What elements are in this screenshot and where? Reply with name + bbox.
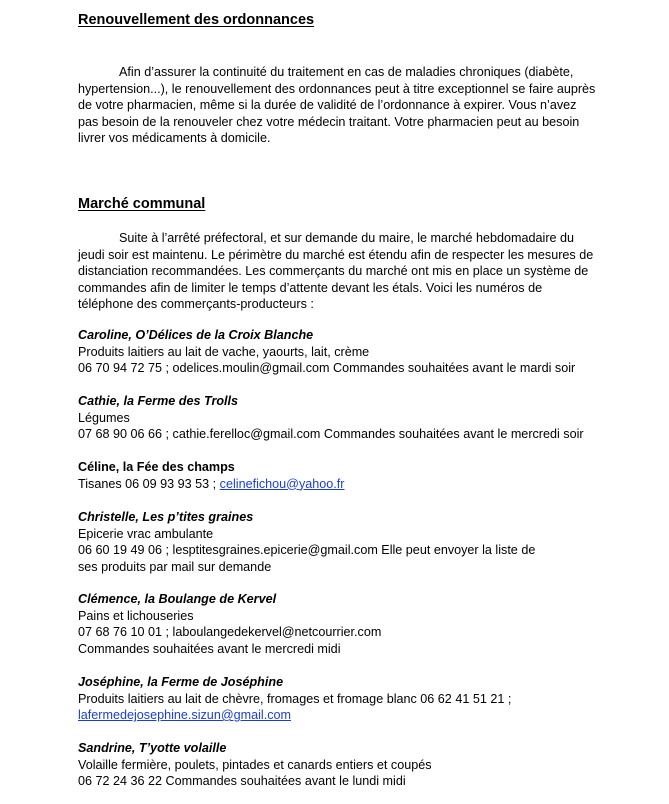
vendor-products: Produits laitiers au lait de vache, yaourts, lait, crème — [78, 344, 370, 359]
vendor-products: Epicerie vrac ambulante — [78, 526, 214, 541]
vendor-entry — [78, 393, 618, 443]
vendor-contact: 06 72 24 36 22 Commandes souhaitées avant le lundi midi — [78, 774, 406, 788]
vendor-entry — [78, 459, 618, 492]
vendor-name: Caroline, O’Délices de la Croix Blanche — [78, 328, 314, 342]
vendor-entry — [78, 591, 618, 657]
vendor-products: Volaille fermière, poulets, pintades et canards entiers et coupés — [78, 757, 432, 772]
vendor-entry — [78, 674, 618, 724]
section-body-ordonnances: Afin d’assurer la continuité du traitement en cas de maladies chroniques (diabète, hypertension...), le renouvellement des ordonnances peut à titre exceptionnel se faire auprès de votre pharmacien, même si la durée de validité de l’ordonnance à expirer. Vous n’avez pas besoin de la renouveler chez votre médecin traitant. Votre pharmacien peut au besoin livrer vos médicaments à domicile. — [78, 65, 596, 145]
vendor-name: Céline, la Fée des champs — [78, 460, 235, 474]
vendor-products: Légumes — [78, 410, 130, 425]
vendor-contact-prefix: Tisanes 06 09 93 93 53 ; — [78, 476, 220, 491]
vendor-name: Clémence, la Boulange de Kervel — [78, 592, 277, 606]
vendor-products: Produits laitiers au lait de chèvre, fromages et fromage blanc 06 62 41 51 21 ; — [78, 691, 512, 706]
vendor-entry — [78, 740, 618, 790]
vendor-name: Cathie, la Ferme des Trolls — [78, 394, 239, 408]
section-body-marche: Suite à l’arrêté préfectoral, et sur demande du maire, le marché hebdomadaire du jeudi soir est maintenu. Le périmètre du marché est étendu afin de respecter les mesures de distanciation recommandées. Les commerçants du marché ont mis en place un système de commandes afin de limiter le temps d’attente devant les étals. Voici les numéros de téléphone des commerçants-producteurs : — [78, 231, 594, 311]
vendor-email-link[interactable]: celinefichou@yahoo.fr — [219, 476, 345, 491]
vendor-products: Pains et lichouseries — [78, 608, 194, 623]
vendor-email-link[interactable]: lafermedejosephine.sizun@gmail.com — [78, 708, 291, 722]
vendor-contact: 07 68 90 06 66 ; cathie.ferelloc@gmail.com Commandes souhaitées avant le mercredi soir — [78, 427, 584, 441]
vendor-contact: 06 60 19 49 06 ; lesptitesgraines.epicerie@gmail.com Elle peut envoyer la liste de ses produits par mail sur demande — [78, 543, 536, 574]
vendor-name: Joséphine, la Ferme de Joséphine — [78, 675, 284, 689]
vendor-name: Sandrine, T’yotte volaille — [78, 741, 227, 755]
vendor-note: Commandes souhaitées avant le mercredi midi — [78, 641, 341, 656]
vendor-entry — [78, 509, 618, 575]
section-title-ordonnances: Renouvellement des ordonnances — [78, 12, 315, 28]
vendor-contact: 07 68 76 10 01 ; laboulangedekervel@netcourrier.com — [78, 625, 382, 639]
vendor-contact: 06 70 94 72 75 ; odelices.moulin@gmail.com Commandes souhaitées avant le mardi soir — [78, 361, 576, 375]
vendor-entry — [78, 327, 618, 377]
vendor-name: Christelle, Les p’tites graines — [78, 510, 254, 524]
vendor-contact — [78, 476, 618, 493]
section-title-marche: Marché communal — [78, 196, 206, 212]
